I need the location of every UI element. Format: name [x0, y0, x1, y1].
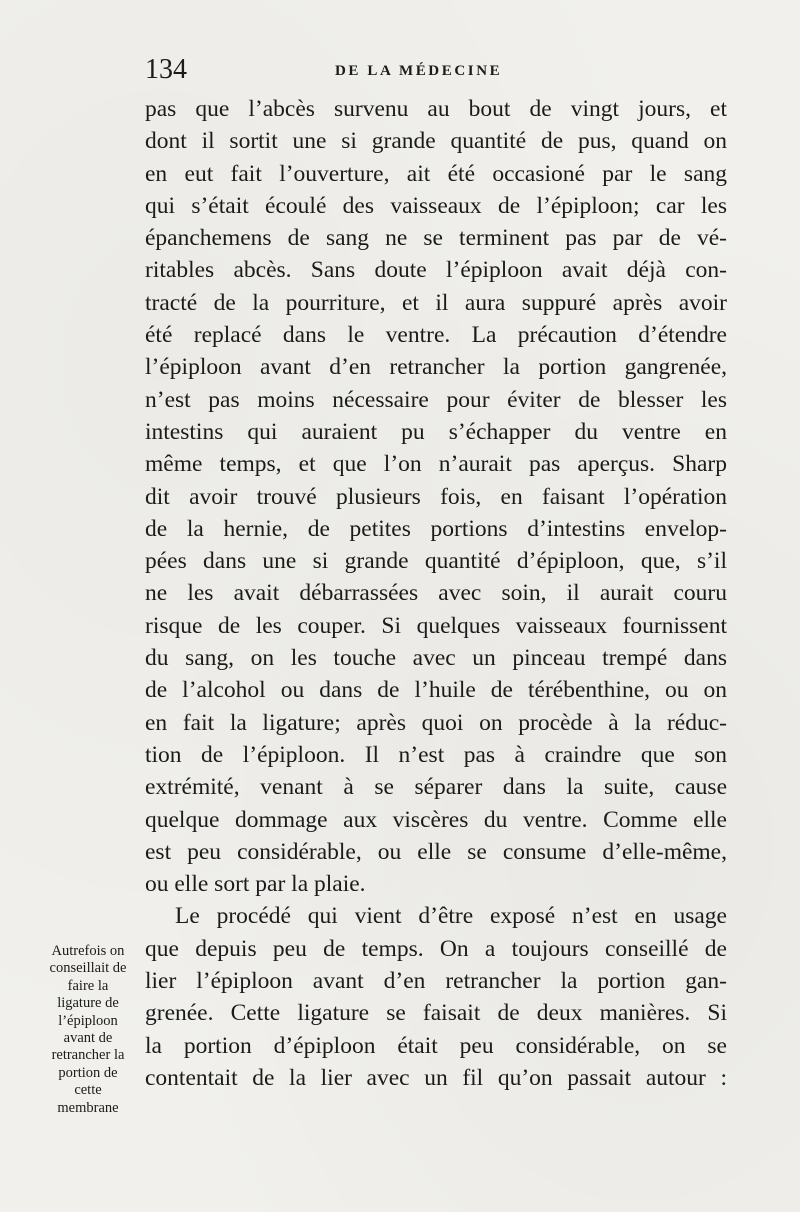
margin-note-line: ligature de — [57, 995, 119, 1012]
text-line: quelque dommage aux viscères du ventre. Comme elle — [145, 806, 727, 833]
text-line: contentait de la lier avec un fil qu’on passait autour : — [145, 1064, 727, 1091]
margin-note-line: retrancher la — [51, 1047, 125, 1064]
margin-note-line: faire la — [67, 977, 109, 994]
margin-note-line: Autrefois on — [51, 943, 125, 959]
page-number: 134 — [145, 54, 187, 85]
text-line: risque de les couper. Si quelques vaisseaux fournissent — [145, 612, 727, 639]
text-line: tion de l’épiploon. Il n’est pas à craindre que son — [145, 741, 727, 768]
text-line: l’épiploon avant d’en retrancher la portion gangrenée, — [145, 354, 727, 381]
text-line: qui s’était écoulé des vaisseaux de l’épiploon; car les — [145, 192, 727, 219]
text-line: intestins qui auraient pu s’échapper du ventre en — [145, 418, 727, 445]
text-line: la portion d’épiploon était peu considérable, on se — [145, 1032, 727, 1059]
margin-note-line: cette — [74, 1082, 102, 1099]
margin-note-line: portion de — [58, 1064, 118, 1081]
margin-note — [34, 943, 142, 1117]
text-line: est peu considérable, ou elle se consume d’elle-même, — [145, 838, 727, 865]
text-line: épanchemens de sang ne se terminent pas par de vé- — [145, 225, 727, 252]
page-header — [145, 50, 725, 90]
margin-note-line: avant de — [63, 1030, 113, 1047]
text-line: de la hernie, de petites portions d’intestins envelop- — [145, 515, 727, 542]
margin-note-line: conseillait de — [49, 960, 127, 977]
text-line: lier l’épiploon avant d’en retrancher la portion gan- — [145, 968, 727, 995]
text-line-paragraph-start: Le procédé qui vient d’être exposé n’est en usage — [175, 903, 727, 930]
text-line: ne les avait débarrassées avec soin, il aurait couru — [145, 580, 727, 607]
text-line: que depuis peu de temps. On a toujours conseillé de — [145, 935, 727, 962]
text-line: ritables abcès. Sans doute l’épiploon avait déjà con- — [145, 257, 727, 284]
text-line: en fait la ligature; après quoi on procède à la réduc- — [145, 709, 727, 736]
margin-note-line: l’épiploon — [58, 1012, 118, 1029]
text-line: de l’alcohol ou dans de l’huile de térébenthine, ou on — [145, 677, 727, 704]
text-line: dont il sortit une si grande quantité de pus, quand on — [145, 128, 727, 155]
main-text — [145, 93, 727, 1094]
text-line: dit avoir trouvé plusieurs fois, en faisant l’opération — [145, 483, 727, 510]
text-line: grenée. Cette ligature se faisait de deux manières. Si — [145, 1000, 727, 1027]
text-line: du sang, on les touche avec un pinceau trempé dans — [145, 645, 727, 672]
text-line: pées dans une si grande quantité d’épiploon, que, s’il — [145, 548, 727, 575]
text-line: n’est pas moins nécessaire pour éviter de blesser les — [145, 386, 727, 413]
text-line: même temps, et que l’on n’aurait pas aperçus. Sharp — [145, 451, 727, 478]
running-head: DE LA MÉDECINE — [335, 63, 503, 79]
text-line: tracté de la pourriture, et il aura suppuré après avoir — [145, 289, 727, 316]
text-line-paragraph-end: ou elle sort par la plaie. — [145, 871, 366, 898]
text-line: extrémité, venant à se séparer dans la suite, cause — [145, 774, 727, 801]
text-line: en eut fait l’ouverture, ait été occasioné par le sang — [145, 160, 727, 187]
text-line: été replacé dans le ventre. La précaution d’étendre — [145, 322, 727, 349]
text-line: pas que l’abcès survenu au bout de vingt jours, et — [145, 96, 727, 122]
margin-note-line: membrane — [57, 1099, 119, 1116]
